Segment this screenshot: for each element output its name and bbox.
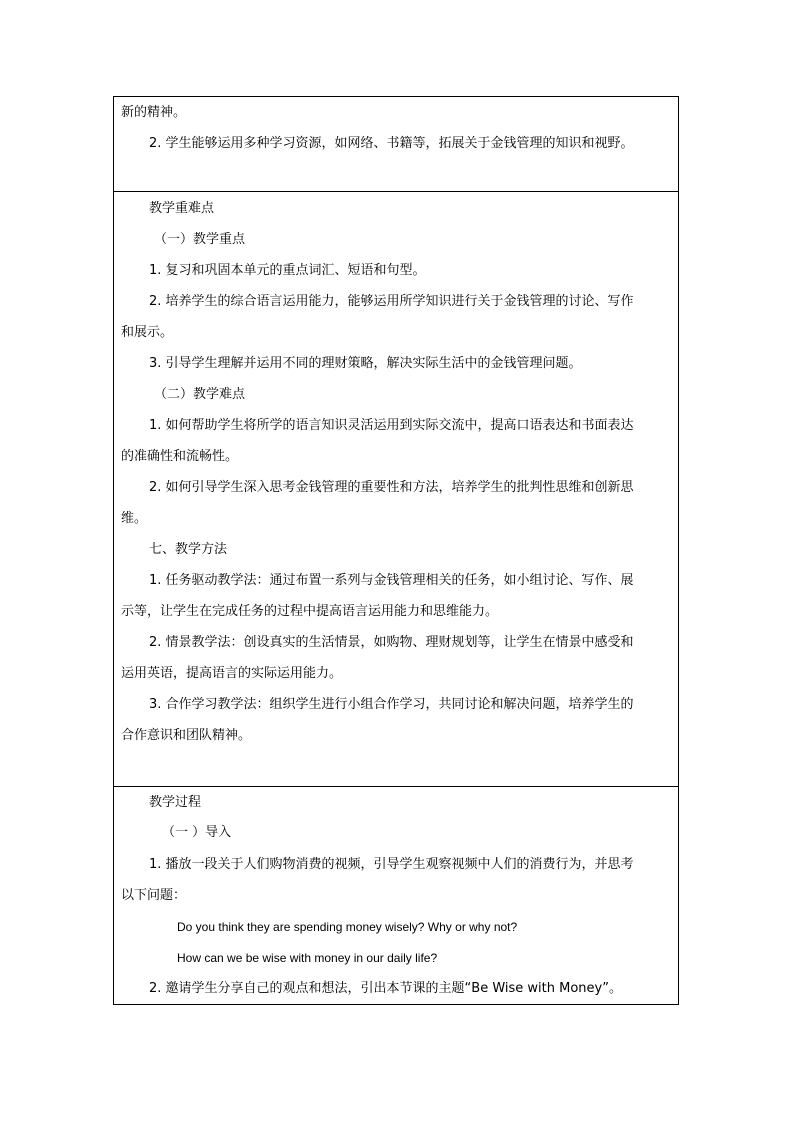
text-line: 的准确性和流畅性。	[121, 449, 239, 464]
lesson-plan-table	[113, 96, 679, 1005]
text-line: 2. 培养学生的综合语言运用能力，能够运用所学知识进行关于金钱管理的讨论、写作	[149, 294, 634, 309]
text-line: 3. 引导学生理解并运用不同的理财策略，解决实际生活中的金钱管理问题。	[149, 356, 582, 371]
text-line: 2. 如何引导学生深入思考金钱管理的重要性和方法，培养学生的批判性思维和创新思	[149, 480, 634, 495]
question-line: How can we be wise with money in our daily life?	[177, 951, 438, 965]
text-line: 运用英语，提高语言的实际运用能力。	[121, 666, 343, 681]
text-line: 2. 情景教学法：创设真实的生活情景，如购物、理财规划等，让学生在情景中感受和	[149, 635, 634, 650]
text-line: 合作意识和团队精神。	[121, 728, 252, 743]
key-points-and-methods-cell	[114, 191, 678, 786]
text-line: 1. 播放一段关于人们购物消费的视频，引导学生观察视频中人们的消费行为，并思考	[149, 857, 634, 872]
question-line: Do you think they are spending money wisely? Why or why not?	[177, 920, 518, 934]
text-line: 3. 合作学习教学法：组织学生进行小组合作学习，共同讨论和解决问题，培养学生的	[149, 697, 634, 712]
text-line: 1. 复习和巩固本单元的重点词汇、短语和句型。	[149, 263, 426, 278]
text-line: 新的精神。	[121, 105, 187, 120]
section-heading-key-points: 教学重难点	[149, 201, 215, 216]
text-line: 2. 学生能够运用多种学习资源，如网络、书籍等，拓展关于金钱管理的知识和视野。	[149, 136, 634, 151]
text-line: 2. 邀请学生分享自己的观点和想法，引出本节课的主题“Be Wise with Money”。	[149, 981, 622, 996]
subheading-teaching-difficulty: （二）教学难点	[154, 387, 246, 402]
objectives-continued-cell	[114, 97, 678, 191]
teaching-process-cell	[114, 786, 678, 1004]
subheading-teaching-focus: （一）教学重点	[154, 232, 246, 247]
section-heading-teaching-methods: 七、教学方法	[149, 542, 228, 557]
text-line: 示等，让学生在完成任务的过程中提高语言运用能力和思维能力。	[121, 604, 499, 619]
section-heading-teaching-process: 教学过程	[149, 795, 202, 810]
text-line: 1. 任务驱动教学法：通过布置一系列与金钱管理相关的任务，如小组讨论、写作、展	[149, 573, 634, 588]
text-line: 1. 如何帮助学生将所学的语言知识灵活运用到实际交流中，提高口语表达和书面表达	[149, 418, 634, 433]
text-line: 和展示。	[121, 325, 174, 340]
text-line: 维。	[121, 511, 148, 526]
text-line: 以下问题：	[121, 888, 187, 903]
subheading-introduction: （一 ）导入	[162, 825, 232, 840]
